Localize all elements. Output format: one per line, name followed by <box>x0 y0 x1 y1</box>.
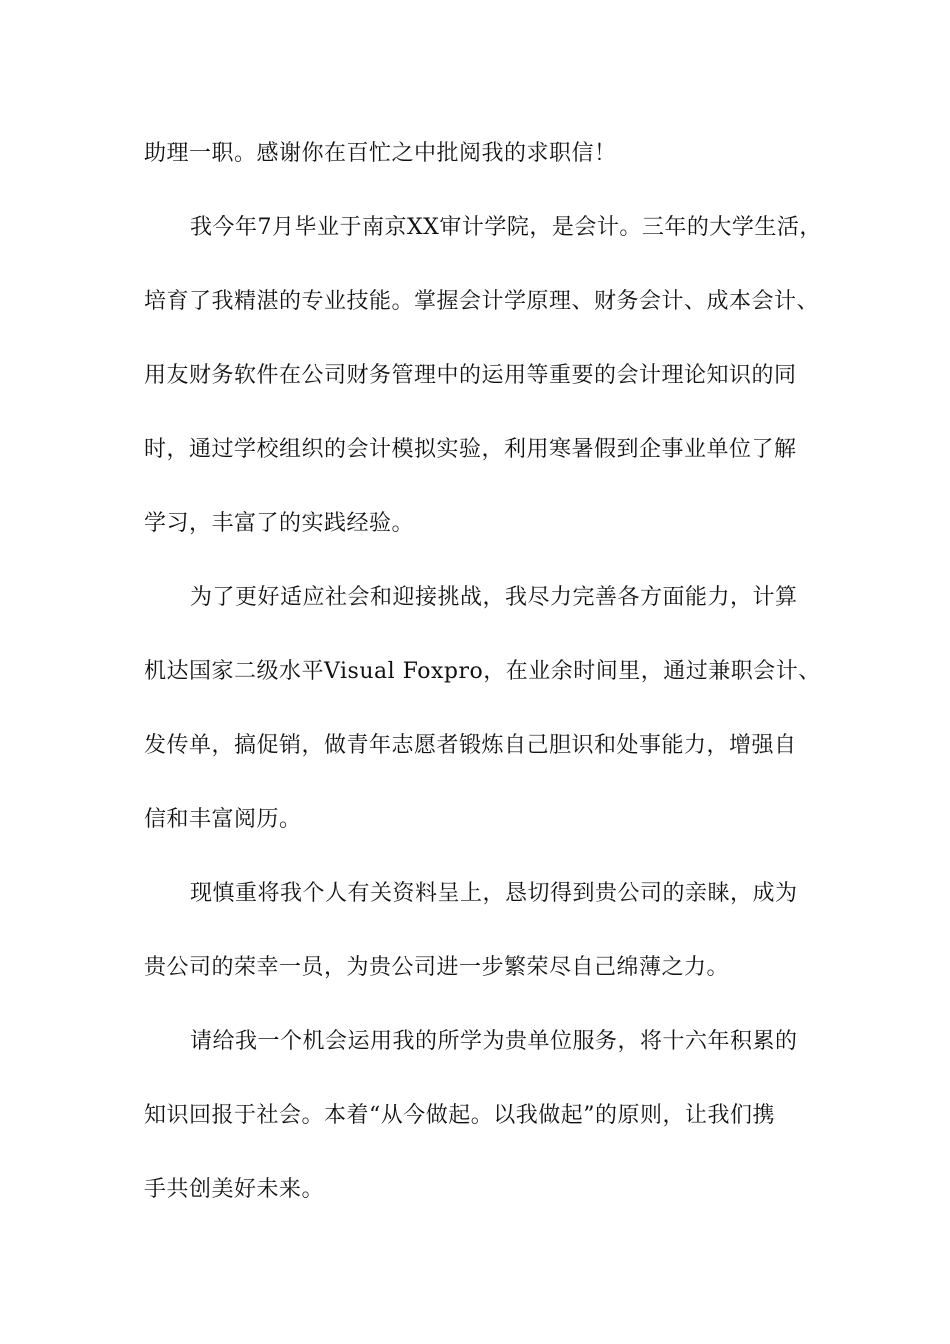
paragraph-first-line: 现慎重将我个人有关资料呈上，恳切得到贵公司的亲睐，成为 <box>190 881 798 906</box>
text-line: 贵公司的荣幸一员，为贵公司进一步繁荣尽自己绵薄之力。 <box>144 955 730 980</box>
paragraph-first-line: 我今年7月毕业于南京XX审计学院，是会计。三年的大学生活， <box>190 215 822 240</box>
text-line: 时，通过学校组织的会计模拟实验，利用寒暑假到企事业单位了解 <box>144 437 797 462</box>
text-line: 手共创美好未来。 <box>144 1177 325 1202</box>
text-line: 学习，丰富了的实践经验。 <box>144 511 415 536</box>
paragraph-first-line: 为了更好适应社会和迎接挑战，我尽力完善各方面能力，计算 <box>190 585 798 610</box>
text-line: 用友财务软件在公司财务管理中的运用等重要的会计理论知识的同 <box>144 363 797 388</box>
text-line: 发传单，搞促销，做青年志愿者锻炼自己胆识和处事能力，增强自 <box>144 733 797 758</box>
text-line: 机达国家二级水平Visual Foxpro，在业余时间里，通过兼职会计、 <box>144 659 821 684</box>
text-line: 知识回报于社会。本着“从今做起。以我做起”的原则，让我们携 <box>144 1103 775 1128</box>
text-line: 助理一职。感谢你在百忙之中批阅我的求职信！ <box>144 141 617 166</box>
text-line: 培育了我精湛的专业技能。掌握会计学原理、财务会计、成本会计、 <box>144 289 820 314</box>
text-line: 信和丰富阅历。 <box>144 807 302 832</box>
paragraph-first-line: 请给我一个机会运用我的所学为贵单位服务，将十六年积累的 <box>190 1029 798 1054</box>
